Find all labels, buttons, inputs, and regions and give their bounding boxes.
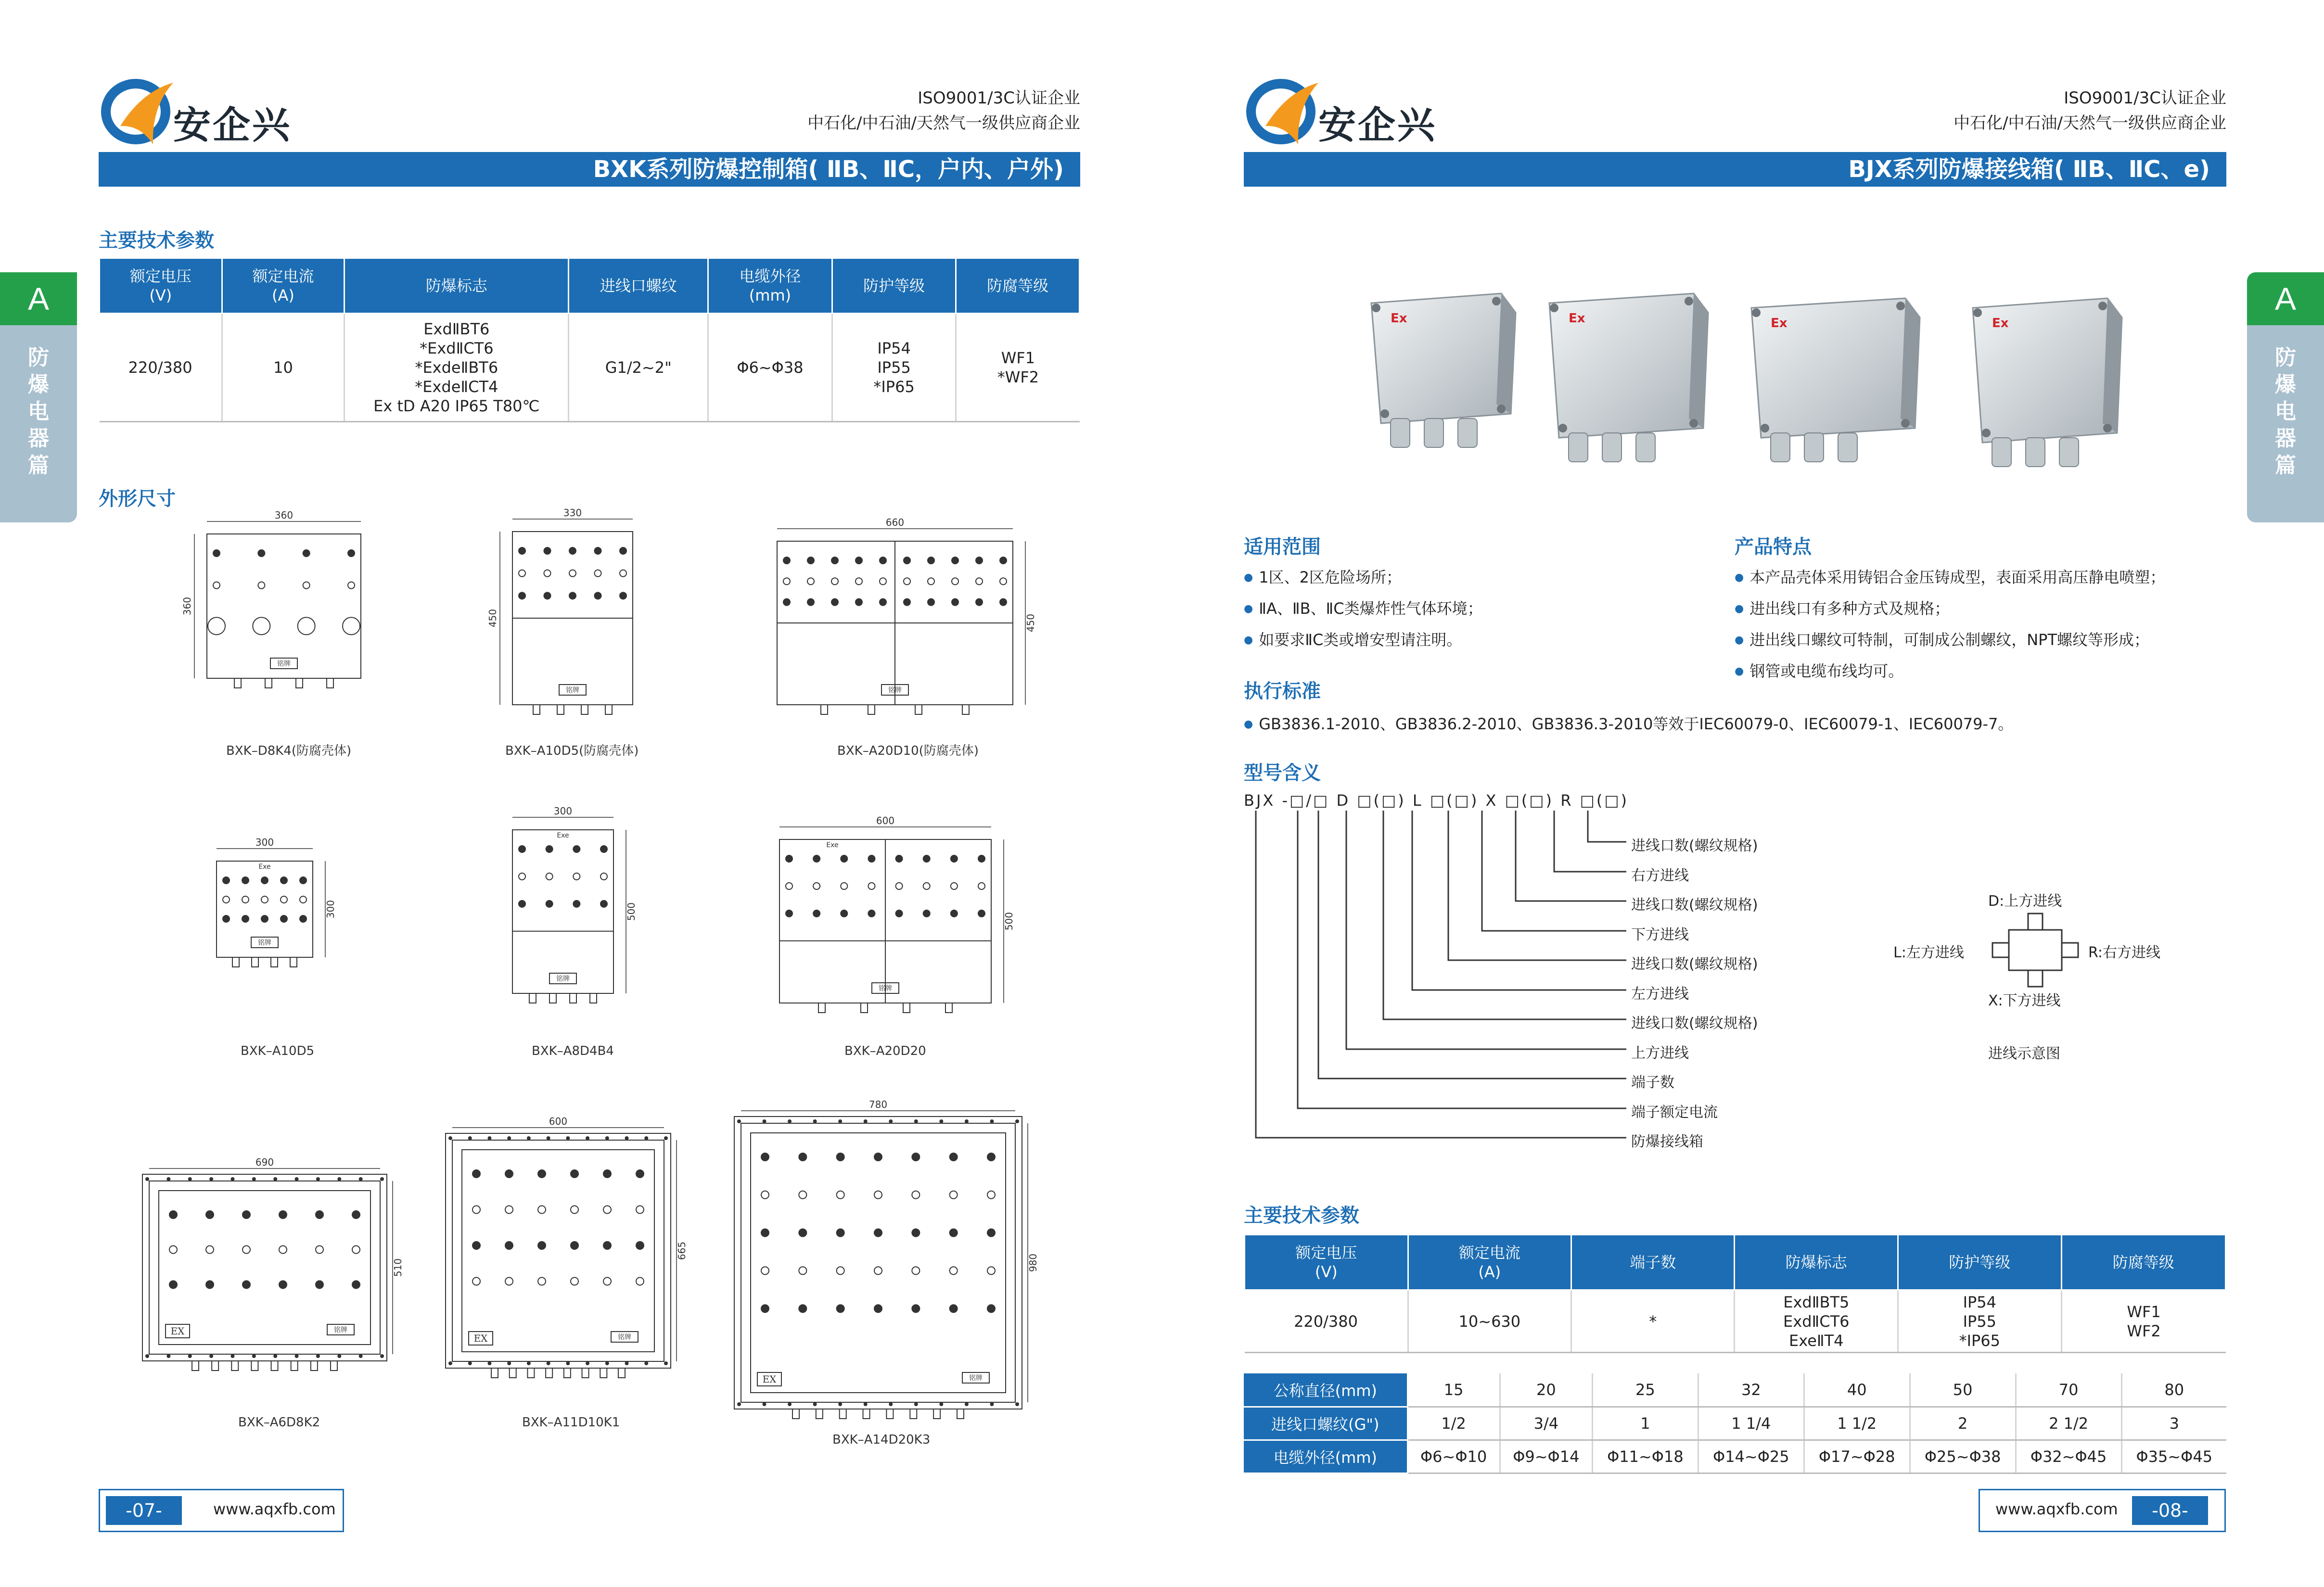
spec-value-cell: Φ6~Φ38 xyxy=(708,314,832,422)
junction-box-photo xyxy=(1540,284,1713,471)
header-line-1: ISO9001/3C认证企业 xyxy=(2064,89,2226,108)
brand-name: 安企兴 xyxy=(1318,104,1437,147)
nameplate-label: 铭牌 xyxy=(618,1333,631,1341)
ex-mark: EX xyxy=(473,1333,488,1344)
dia-value-cell: 1/2 xyxy=(1407,1407,1500,1440)
nameplate-label: 铭牌 xyxy=(888,686,902,694)
spec-heading: 主要技术参数 xyxy=(99,229,214,252)
nameplate-label: 铭牌 xyxy=(334,1326,347,1334)
nameplate-label: 铭牌 xyxy=(879,985,892,992)
footer-right xyxy=(1979,1489,2226,1532)
nameplate-label: 铭牌 xyxy=(969,1374,983,1382)
spec-value-cell: IP54 IP55 *IP65 xyxy=(832,314,956,422)
height-dimension: 500 xyxy=(1003,912,1015,931)
ex-mark: EX xyxy=(170,1325,185,1337)
spec-header-cell: 额定电流 (A) xyxy=(1408,1235,1571,1290)
ex-logo-mark: Ex xyxy=(1992,316,2009,330)
dia-value-cell: Φ11~Φ18 xyxy=(1592,1440,1698,1473)
scope-list xyxy=(1244,563,1483,657)
model-item: 端子数 xyxy=(1631,1074,1674,1091)
dia-value-cell: Φ6~Φ10 xyxy=(1407,1440,1500,1473)
dia-row-header: 公称直径(mm) xyxy=(1244,1373,1407,1407)
dia-value-cell: 70 xyxy=(2016,1373,2121,1407)
diagram-caption: 进线示意图 xyxy=(1988,1045,2060,1062)
spec-value-cell: ExdⅡBT6 *ExdⅡCT6 *ExdeⅡBT6 *ExdeⅡCT4 Ex tD A20 IP65 T80℃ xyxy=(345,314,569,422)
diagram-left-label: L:左方进线 xyxy=(1893,944,1964,961)
junction-box-photo xyxy=(1963,289,2127,476)
features-item: ● 进出线口有多种方式及规格； xyxy=(1735,594,2165,625)
spec-header-cell: 进线口螺纹 xyxy=(569,258,708,314)
dia-value-cell: 3 xyxy=(2121,1407,2226,1440)
table-row xyxy=(1244,1407,2226,1440)
dia-value-cell: 32 xyxy=(1698,1373,1804,1407)
features-list xyxy=(1735,563,2165,688)
dia-row-header: 进线口螺纹(G") xyxy=(1244,1407,1407,1440)
exe-label: Exe xyxy=(258,863,271,871)
enclosure-drawing xyxy=(181,509,399,717)
spec-header-cell: 额定电压 (V) xyxy=(100,258,222,314)
spec-value-cell: 220/380 xyxy=(100,314,222,422)
drawing-caption: BXK–D8K4(防腐壳体) xyxy=(226,744,352,758)
enclosure-drawing xyxy=(130,1156,419,1393)
table-row xyxy=(1244,1373,2226,1407)
website-url[interactable]: www.aqxfb.com xyxy=(213,1500,336,1518)
drawing-caption: BXK–A8D4B4 xyxy=(532,1044,614,1058)
scope-item: ● ⅡA、ⅡB、ⅡC类爆炸性气体环境； xyxy=(1244,594,1483,625)
enclosure-drawing xyxy=(760,815,1030,1041)
standard-list xyxy=(1244,710,2013,741)
ex-logo-mark: Ex xyxy=(1771,316,1788,330)
ex-mark: EX xyxy=(762,1373,777,1385)
standard-heading: 执行标准 xyxy=(1244,680,1321,702)
footer-left xyxy=(99,1489,344,1532)
drawing-caption: BXK–A10D5 xyxy=(241,1044,315,1058)
features-item: ● 本产品壳体采用铸铝合金压铸成型，表面采用高压静电喷塑； xyxy=(1735,563,2165,594)
dia-value-cell: 25 xyxy=(1592,1373,1698,1407)
height-dimension: 300 xyxy=(325,900,336,919)
enclosure-drawing xyxy=(433,1116,702,1400)
diagram-top-label: D:上方进线 xyxy=(1988,893,2062,910)
model-item: 左方进线 xyxy=(1631,985,1689,1003)
width-dimension: 330 xyxy=(563,507,582,519)
height-dimension: 510 xyxy=(392,1258,404,1277)
section-tab-letter: A xyxy=(2247,272,2324,325)
section-tab-label xyxy=(0,325,77,522)
section-tab-label xyxy=(2247,325,2324,522)
table-row xyxy=(1244,1440,2226,1473)
model-item: 进线口数(螺纹规格) xyxy=(1631,956,1758,973)
spec-value-cell: * xyxy=(1571,1290,1735,1353)
brand-logo-icon xyxy=(96,72,183,149)
dia-value-cell: 1 xyxy=(1592,1407,1698,1440)
model-leader-lines xyxy=(1251,808,1636,1145)
dia-value-cell: Φ25~Φ38 xyxy=(1910,1440,2016,1473)
spec-header-cell: 防护等级 xyxy=(1898,1235,2061,1290)
diagram-right-label: R:右方进线 xyxy=(2088,944,2161,961)
dia-value-cell: Φ32~Φ45 xyxy=(2016,1440,2121,1473)
width-dimension: 300 xyxy=(553,805,573,817)
spec-value-cell: WF1 *WF2 xyxy=(956,314,1080,422)
dia-value-cell: 2 1/2 xyxy=(2016,1407,2121,1440)
drawing-caption: BXK–A6D8K2 xyxy=(238,1415,320,1430)
dia-value-cell: Φ35~Φ45 xyxy=(2121,1440,2226,1473)
section-tab-text: 防爆电器篇 xyxy=(2275,345,2296,478)
width-dimension: 600 xyxy=(876,815,895,826)
website-url[interactable]: www.aqxfb.com xyxy=(1995,1500,2118,1518)
standard-text: ● GB3836.1-2010、GB3836.2-2010、GB3836.3-2010等效于IEC60079-0、IEC60079-1、IEC60079-7。 xyxy=(1244,710,2013,741)
model-descriptions xyxy=(1631,831,1758,1157)
dia-value-cell: 20 xyxy=(1500,1373,1592,1407)
diameter-table xyxy=(1244,1373,2226,1474)
enclosure-drawing xyxy=(493,805,652,1032)
spec-header-cell: 防腐等级 xyxy=(956,258,1080,314)
dia-value-cell: 40 xyxy=(1804,1373,1910,1407)
junction-box-photo xyxy=(1362,284,1520,457)
dia-value-cell: Φ14~Φ25 xyxy=(1698,1440,1804,1473)
height-dimension: 665 xyxy=(676,1241,688,1260)
width-dimension: 360 xyxy=(274,509,294,521)
features-item: ● 进出线口螺纹可特制，可制成公制螺纹，NPT螺纹等形成； xyxy=(1735,625,2165,657)
features-heading: 产品特点 xyxy=(1735,536,1812,558)
model-item: 上方进线 xyxy=(1631,1044,1689,1062)
spec-header-cell: 防腐等级 xyxy=(2061,1235,2225,1290)
drawing-caption: BXK–A20D10(防腐壳体) xyxy=(837,744,979,758)
spec-heading: 主要技术参数 xyxy=(1244,1205,1359,1227)
exe-label: Exe xyxy=(557,832,569,839)
model-code: BJX -□/□ D □(□) L □(□) X □(□) R □(□) xyxy=(1244,791,1629,810)
spec-header-cell: 防爆标志 xyxy=(345,258,569,314)
height-dimension: 980 xyxy=(1027,1253,1039,1272)
exe-label: Exe xyxy=(826,841,839,849)
nameplate-label: 铭牌 xyxy=(556,975,570,983)
scope-item: ● 如要求ⅡC类或增安型请注明。 xyxy=(1244,625,1483,657)
ex-logo-mark: Ex xyxy=(1391,311,1407,326)
spec-value-cell: WF1 WF2 xyxy=(2061,1290,2225,1353)
height-dimension: 450 xyxy=(487,609,498,628)
width-dimension: 660 xyxy=(885,517,905,528)
page-number: -07- xyxy=(106,1496,182,1525)
spec-header-cell: 防护等级 xyxy=(832,258,956,314)
scope-heading: 适用范围 xyxy=(1244,536,1321,558)
model-heading: 型号含义 xyxy=(1244,762,1321,784)
model-item: 进线口数(螺纹规格) xyxy=(1631,838,1758,854)
junction-box-photo xyxy=(1742,289,1925,471)
model-item: 右方进线 xyxy=(1631,867,1689,884)
spec-value-cell: G1/2~2" xyxy=(569,314,708,422)
dims-heading: 外形尺寸 xyxy=(99,488,176,510)
enclosure-drawing xyxy=(487,507,671,743)
dia-value-cell: Φ17~Φ28 xyxy=(1804,1440,1910,1473)
scope-item: ● 1区、2区危险场所； xyxy=(1244,563,1483,594)
page-number: -08- xyxy=(2132,1496,2208,1525)
model-item: 防爆接线箱 xyxy=(1631,1133,1703,1150)
drawing-caption: BXK–A11D10K1 xyxy=(522,1415,620,1430)
features-item: ● 钢管或电缆布线均可。 xyxy=(1735,657,2165,688)
dia-value-cell: 1 1/2 xyxy=(1804,1407,1910,1440)
spec-value-cell: 220/380 xyxy=(1245,1290,1408,1353)
spec-table xyxy=(99,257,1080,422)
page-title: BJX系列防爆接线箱( ⅡB、ⅡC、e) xyxy=(1244,152,2226,187)
model-item: 进线口数(螺纹规格) xyxy=(1631,1015,1758,1032)
dia-value-cell: 80 xyxy=(2121,1373,2226,1407)
model-item: 进线口数(螺纹规格) xyxy=(1631,897,1758,914)
nameplate-label: 铭牌 xyxy=(277,660,291,668)
dia-row-header: 电缆外径(mm) xyxy=(1244,1440,1407,1473)
drawing-caption: BXK–A10D5(防腐壳体) xyxy=(505,744,639,758)
enclosure-drawing xyxy=(758,517,1051,743)
height-dimension: 500 xyxy=(626,902,637,921)
drawing-caption: BXK–A14D20K3 xyxy=(832,1433,931,1447)
dia-value-cell: 2 xyxy=(1910,1407,2016,1440)
header-certification xyxy=(807,86,1080,136)
header-line-2: 中石化/中石油/天然气一级供应商企业 xyxy=(807,114,1080,133)
spec-header-cell: 额定电流 (A) xyxy=(222,258,344,314)
dia-value-cell: 3/4 xyxy=(1500,1407,1592,1440)
width-dimension: 600 xyxy=(549,1116,568,1127)
height-dimension: 450 xyxy=(1025,613,1036,633)
spec-value-cell: 10 xyxy=(222,314,344,422)
header-certification xyxy=(1954,86,2226,136)
model-item: 下方进线 xyxy=(1631,926,1689,943)
dia-value-cell: 50 xyxy=(1910,1373,2016,1407)
spec-value-cell: IP54 IP55 *IP65 xyxy=(1898,1290,2061,1353)
model-item: 端子额定电流 xyxy=(1631,1104,1718,1121)
enclosure-drawing xyxy=(722,1099,1054,1441)
spec-value-cell: ExdⅡBT5 ExdⅡCT6 ExeⅡT4 xyxy=(1735,1290,1898,1353)
spec-header-cell: 端子数 xyxy=(1571,1235,1735,1290)
header-line-1: ISO9001/3C认证企业 xyxy=(918,89,1080,108)
header-line-2: 中石化/中石油/天然气一级供应商企业 xyxy=(1954,114,2226,133)
spec-header-cell: 额定电压 (V) xyxy=(1245,1235,1408,1290)
brand-logo-icon xyxy=(1241,72,1328,149)
width-dimension: 780 xyxy=(868,1099,888,1110)
diagram-bottom-label: X:下方进线 xyxy=(1988,992,2061,1009)
width-dimension: 690 xyxy=(255,1156,274,1168)
dia-value-cell: Φ9~Φ14 xyxy=(1500,1440,1592,1473)
spec-header-cell: 电缆外径 (mm) xyxy=(708,258,832,314)
ex-logo-mark: Ex xyxy=(1569,311,1585,326)
drawing-caption: BXK–A20D20 xyxy=(844,1044,926,1058)
enclosure-drawing xyxy=(197,837,351,996)
inlet-diagram xyxy=(1990,912,2081,989)
section-tab-letter: A xyxy=(0,272,77,325)
page-title: BXK系列防爆控制箱( ⅡB、ⅡC，户内、户外) xyxy=(99,152,1080,187)
width-dimension: 300 xyxy=(255,837,274,848)
nameplate-label: 铭牌 xyxy=(258,939,271,947)
dia-value-cell: 1 1/4 xyxy=(1698,1407,1804,1440)
section-tab-text: 防爆电器篇 xyxy=(28,345,49,478)
spec-header-cell: 防爆标志 xyxy=(1735,1235,1898,1290)
spec-value-cell: 10~630 xyxy=(1408,1290,1571,1353)
dia-value-cell: 15 xyxy=(1407,1373,1500,1407)
height-dimension: 360 xyxy=(181,597,193,616)
brand-name: 安企兴 xyxy=(173,104,292,147)
spec-table xyxy=(1244,1234,2226,1353)
nameplate-label: 铭牌 xyxy=(566,686,579,694)
